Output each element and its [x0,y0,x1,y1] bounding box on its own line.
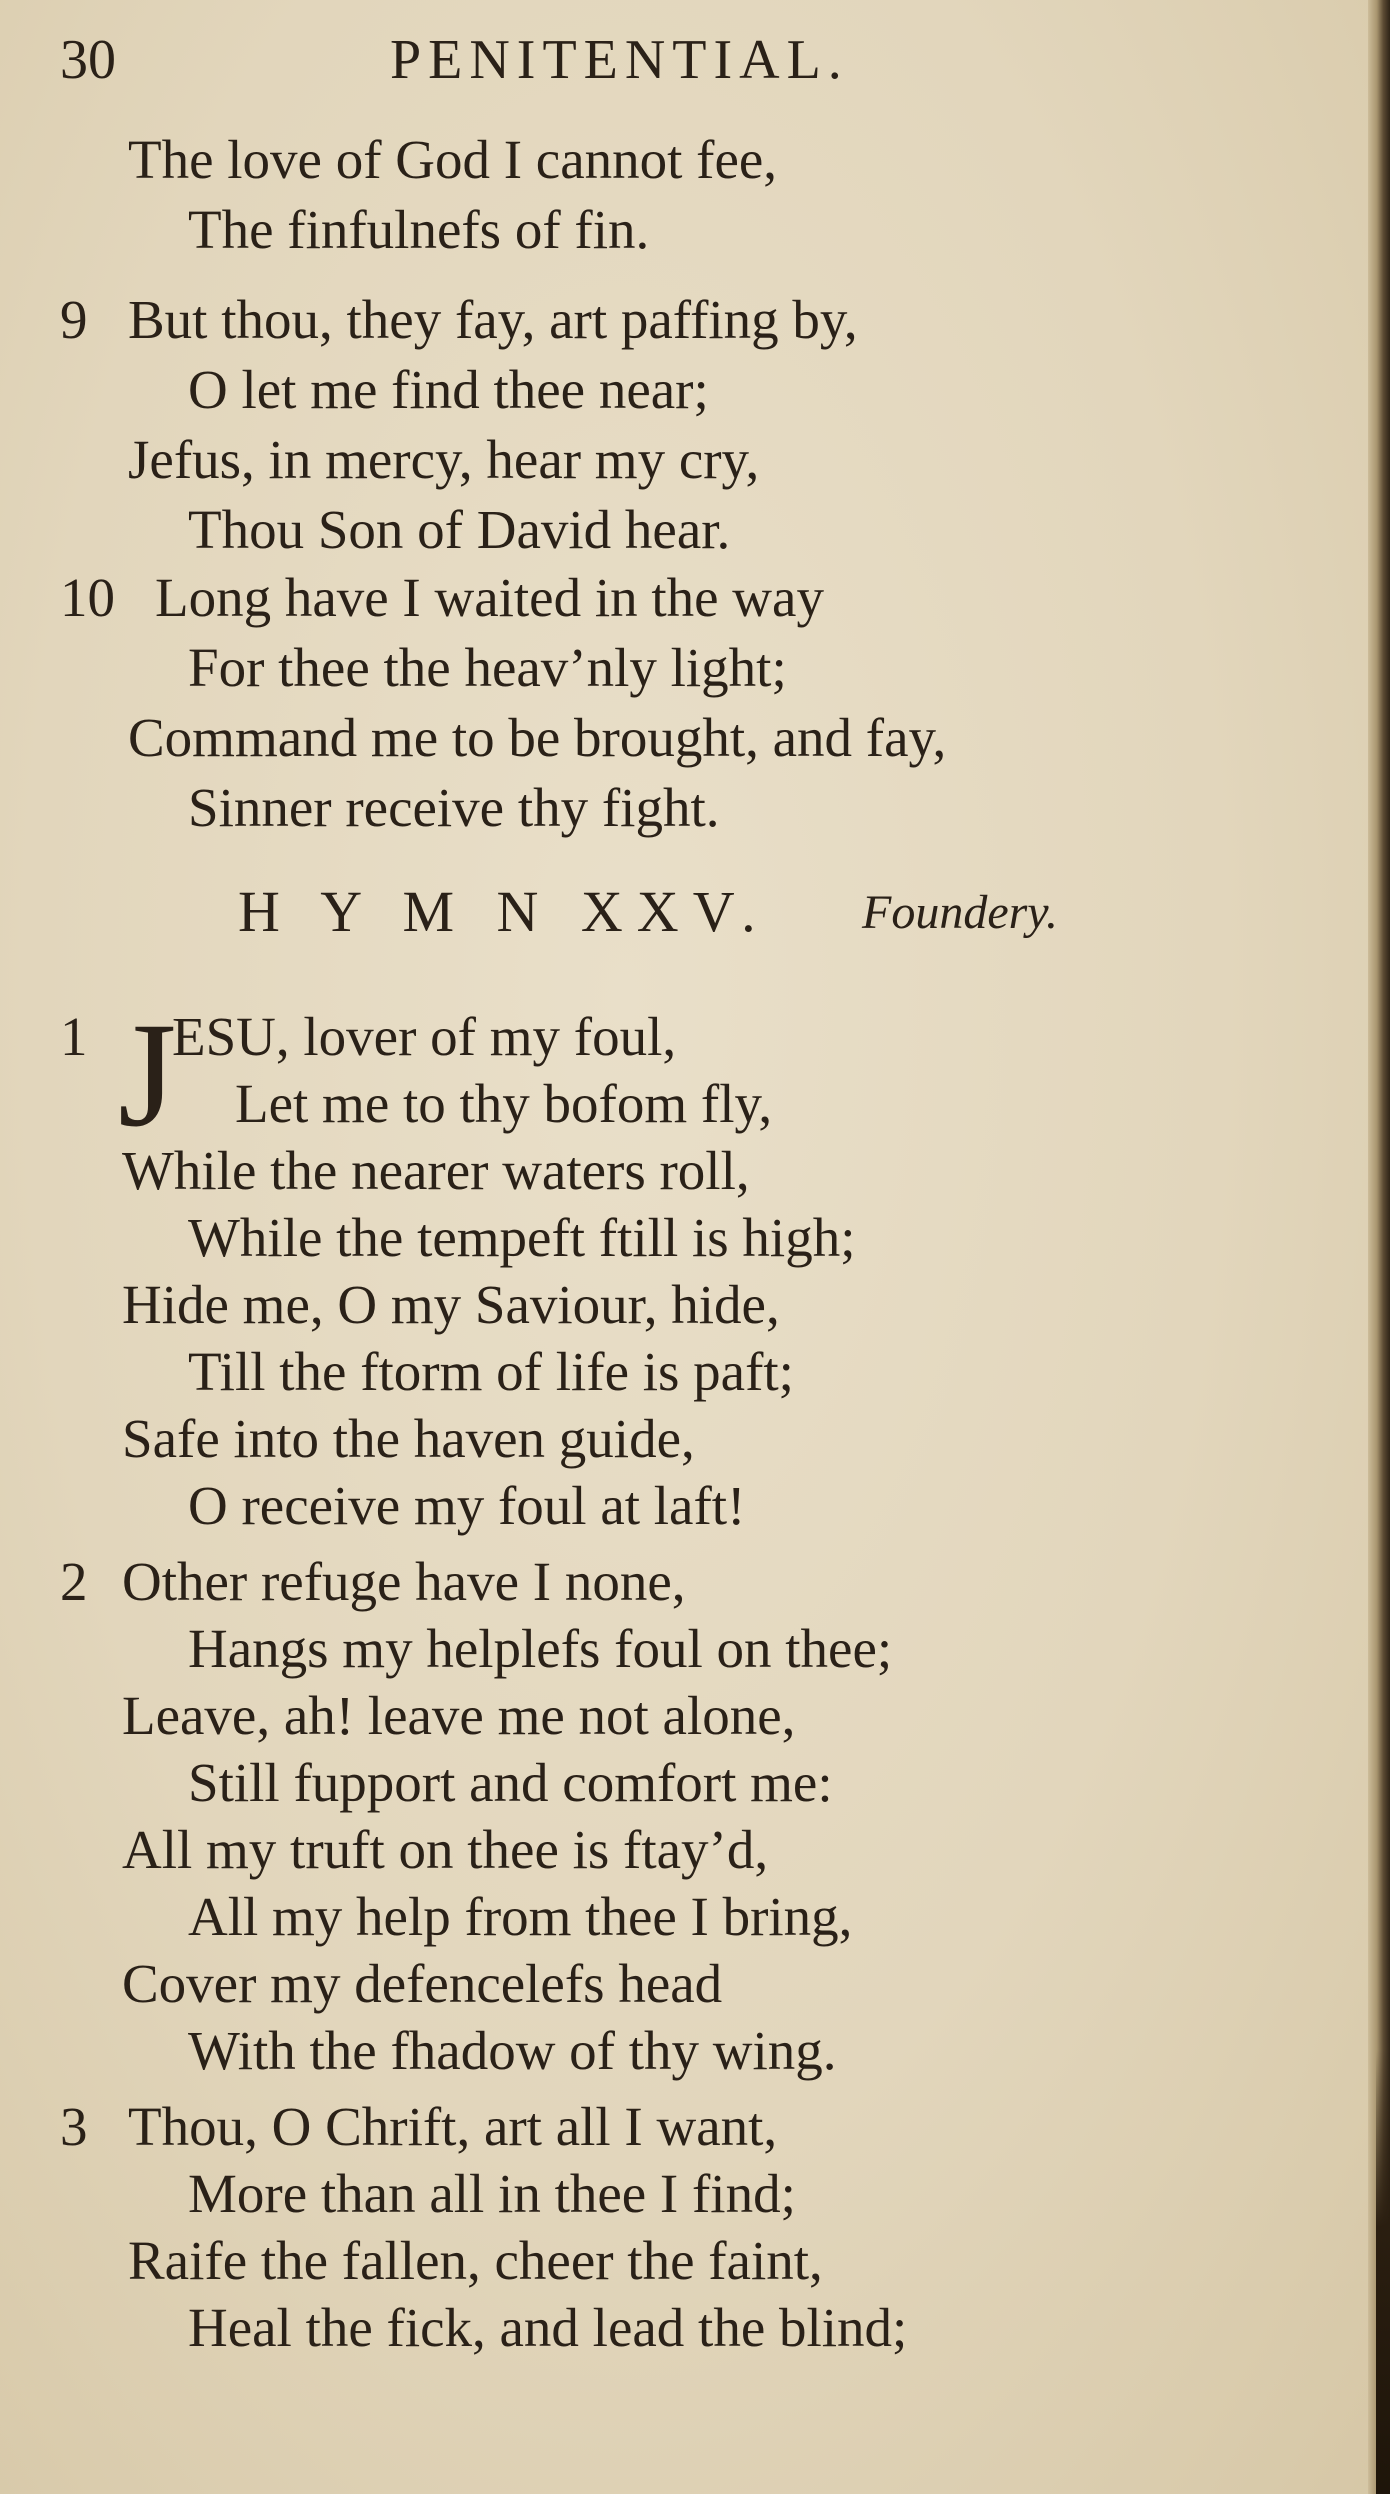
verse-line: Hide me, O my Saviour, hide, [122,1274,780,1335]
verse-line: Jefus, in mercy, hear my cry, [128,429,760,490]
verse-line: Thou Son of David hear. [188,499,731,560]
verse-line: With the fhadow of thy wing. [188,2020,837,2081]
running-title: PENITENTIAL. [390,29,849,91]
verse-line: While the tempeft ftill is high; [188,1207,856,1268]
page-number: 30 [60,29,116,91]
verse-number: 9 [60,289,88,350]
verse-number: 2 [60,1551,88,1612]
verse-number: 10 [60,567,115,628]
verse-line: Other refuge have I none, [122,1551,686,1612]
verse-line: All my truft on thee is ftay’d, [122,1819,769,1880]
verse-line: Till the ftorm of life is paft; [188,1341,794,1402]
verse-line: More than all in thee I find; [188,2163,796,2224]
verse-number: 3 [60,2096,88,2157]
verse-line: Heal the fick, and lead the blind; [188,2297,908,2358]
verse-line: Thou, O Chrift, art all I want, [128,2096,778,2157]
verse-line: Safe into the haven guide, [122,1408,695,1469]
verse-line: Cover my defencelefs head [122,1953,723,2014]
verse-line: Command me to be brought, and fay, [128,707,947,768]
verse-line: O receive my foul at laft! [188,1475,746,1536]
verse-line: Sinner receive thy fight. [188,777,720,838]
verse-line: The finfulnefs of fin. [188,199,650,260]
verse-line: For thee the heav’nly light; [188,637,787,698]
verse-line: ESU, lover of my foul, [172,1006,677,1067]
verse-line: While the nearer waters roll, [122,1140,750,1201]
verse-line: But thou, they fay, art paffing by, [128,289,858,350]
verse-number: 1 [60,1006,88,1067]
drop-cap: J [118,992,177,1158]
verse-line: All my help from thee I bring, [188,1886,853,1947]
page-header [0,28,1000,98]
tune-name: Foundery. [862,886,1058,939]
verse-line: Long have I waited in the way [155,567,824,628]
verse-line: Raife the fallen, cheer the faint, [128,2230,823,2291]
verse-line: Still fupport and comfort me: [188,1752,833,1813]
verse-line: O let me find thee near; [188,359,709,420]
verse-line: The love of God I cannot fee, [128,129,778,190]
verse-line: Leave, ah! leave me not alone, [122,1685,796,1746]
page-edge-shadow [1376,2050,1390,2494]
verse-line: Hangs my helplefs foul on thee; [188,1618,893,1679]
hymn-title: H Y M N XXV. [238,879,770,944]
verse-line: Let me to thy bofom fly, [235,1073,773,1134]
